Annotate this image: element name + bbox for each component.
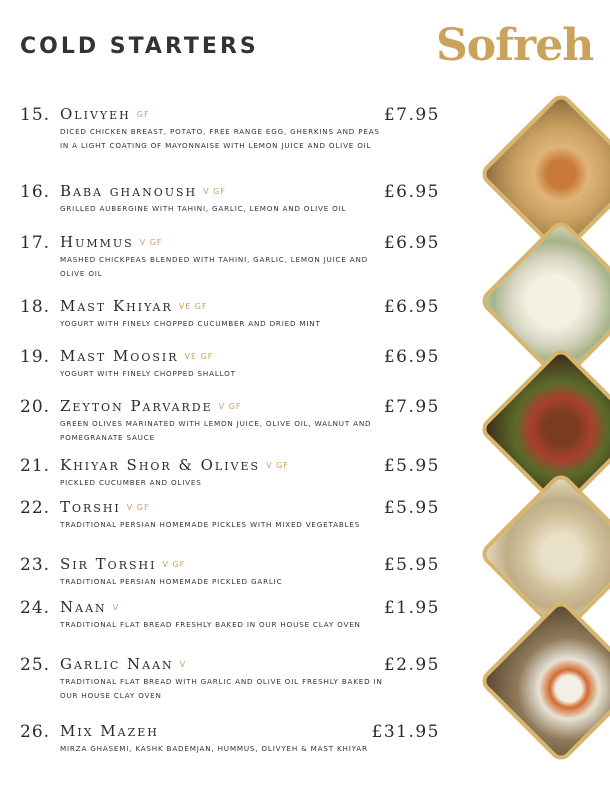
- item-name: Torshi V GF: [60, 498, 150, 516]
- item-diet-tag: V: [112, 603, 120, 612]
- item-diet-tag: V GF: [139, 238, 163, 247]
- page-title: COLD STARTERS: [20, 34, 259, 59]
- hummus-photo: [478, 91, 610, 258]
- item-diet-tag: V GF: [162, 560, 186, 569]
- item-price: £7.95: [383, 397, 440, 417]
- item-number: 21.: [20, 456, 51, 476]
- item-price: £6.95: [383, 233, 440, 253]
- item-description: MASHED CHICKPEAS BLENDED WITH TAHINI, GARLIC, LEMON JUICE AND OLIVE OIL: [60, 255, 368, 278]
- item-number: 22.: [20, 498, 51, 518]
- item-name: Baba ghanoush V GF: [60, 182, 226, 200]
- item-description: GREEN OLIVES MARINATED WITH LEMON JUICE, OLIVE OIL, WALNUT AND POMEGRANATE SAUCE: [60, 419, 372, 442]
- item-description: PICKLED CUCUMBER AND OLIVES: [60, 478, 202, 487]
- item-number: 15.: [20, 105, 51, 125]
- item-name: Mast Khiyar VE GF: [60, 297, 208, 315]
- item-number: 17.: [20, 233, 51, 253]
- item-diet-tag: V: [179, 660, 187, 669]
- item-name: Olivyeh GF: [60, 105, 150, 123]
- item-name: Sir Torshi V GF: [60, 555, 186, 573]
- item-description: MIRZA GHASEMI, KASHK BADEMJAN, HUMMUS, OLIVYEH & MAST KHIYAR: [60, 744, 368, 753]
- item-price: £6.95: [383, 182, 440, 202]
- item-description: DICED CHICKEN BREAST, POTATO, FREE RANGE EGG, GHERKINS AND PEAS IN A LIGHT COATING OF MAYONNAISE WITH LEMON JUICE AND OLIVE OIL: [60, 127, 380, 150]
- item-diet-tag: V GF: [218, 402, 242, 411]
- item-description: YOGURT WITH FINELY CHOPPED SHALLOT: [60, 369, 236, 378]
- sofreh-logo: Sofreh: [436, 20, 594, 71]
- item-diet-tag: V GF: [126, 503, 150, 512]
- item-price: £7.95: [383, 105, 440, 125]
- item-price: £31.95: [371, 722, 440, 742]
- item-diet-tag: V GF: [203, 187, 226, 196]
- item-name: Garlic Naan V: [60, 655, 187, 673]
- item-description: GRILLED AUBERGINE WITH TAHINI, GARLIC, LEMON AND OLIVE OIL: [60, 204, 347, 213]
- item-number: 18.: [20, 297, 51, 317]
- item-number: 24.: [20, 598, 51, 618]
- item-description: TRADITIONAL FLAT BREAD FRESHLY BAKED IN OUR HOUSE CLAY OVEN: [60, 620, 361, 629]
- item-diet-tag: GF: [136, 110, 150, 119]
- item-diet-tag: VE GF: [184, 352, 214, 361]
- item-price: £5.95: [383, 456, 440, 476]
- item-price: £5.95: [383, 498, 440, 518]
- item-price: £6.95: [383, 297, 440, 317]
- item-number: 25.: [20, 655, 51, 675]
- mazeh-platter-photo: [478, 598, 610, 765]
- item-name: Hummus V GF: [60, 233, 163, 251]
- item-diet-tag: VE GF: [178, 302, 208, 311]
- item-price: £6.95: [383, 347, 440, 367]
- item-description: TRADITIONAL FLAT BREAD WITH GARLIC AND OLIVE OIL FRESHLY BAKED IN OUR HOUSE CLAY OVEN: [60, 677, 383, 700]
- item-number: 20.: [20, 397, 51, 417]
- item-name: Mix Mazeh: [60, 722, 159, 740]
- item-name: Zeyton Parvarde V GF: [60, 397, 242, 415]
- item-number: 16.: [20, 182, 51, 202]
- item-price: £1.95: [383, 598, 440, 618]
- item-number: 26.: [20, 722, 51, 742]
- item-description: TRADITIONAL PERSIAN HOMEMADE PICKLES WITH MIXED VEGETABLES: [60, 520, 361, 529]
- item-price: £5.95: [383, 555, 440, 575]
- item-name: Mast Moosir VE GF: [60, 347, 214, 365]
- bread-photo: [478, 471, 610, 638]
- yogurt-cucumber-photo: [478, 218, 610, 385]
- item-description: TRADITIONAL PERSIAN HOMEMADE PICKLED GARLIC: [60, 577, 283, 586]
- item-price: £2.95: [383, 655, 440, 675]
- item-number: 23.: [20, 555, 51, 575]
- item-number: 19.: [20, 347, 51, 367]
- item-description: YOGURT WITH FINELY CHOPPED CUCUMBER AND DRIED MINT: [60, 319, 321, 328]
- food-photo-column: [470, 100, 610, 780]
- item-name: Naan V: [60, 598, 120, 616]
- item-diet-tag: V GF: [266, 461, 289, 470]
- item-name: Khiyar Shor & Olives V GF: [60, 456, 289, 474]
